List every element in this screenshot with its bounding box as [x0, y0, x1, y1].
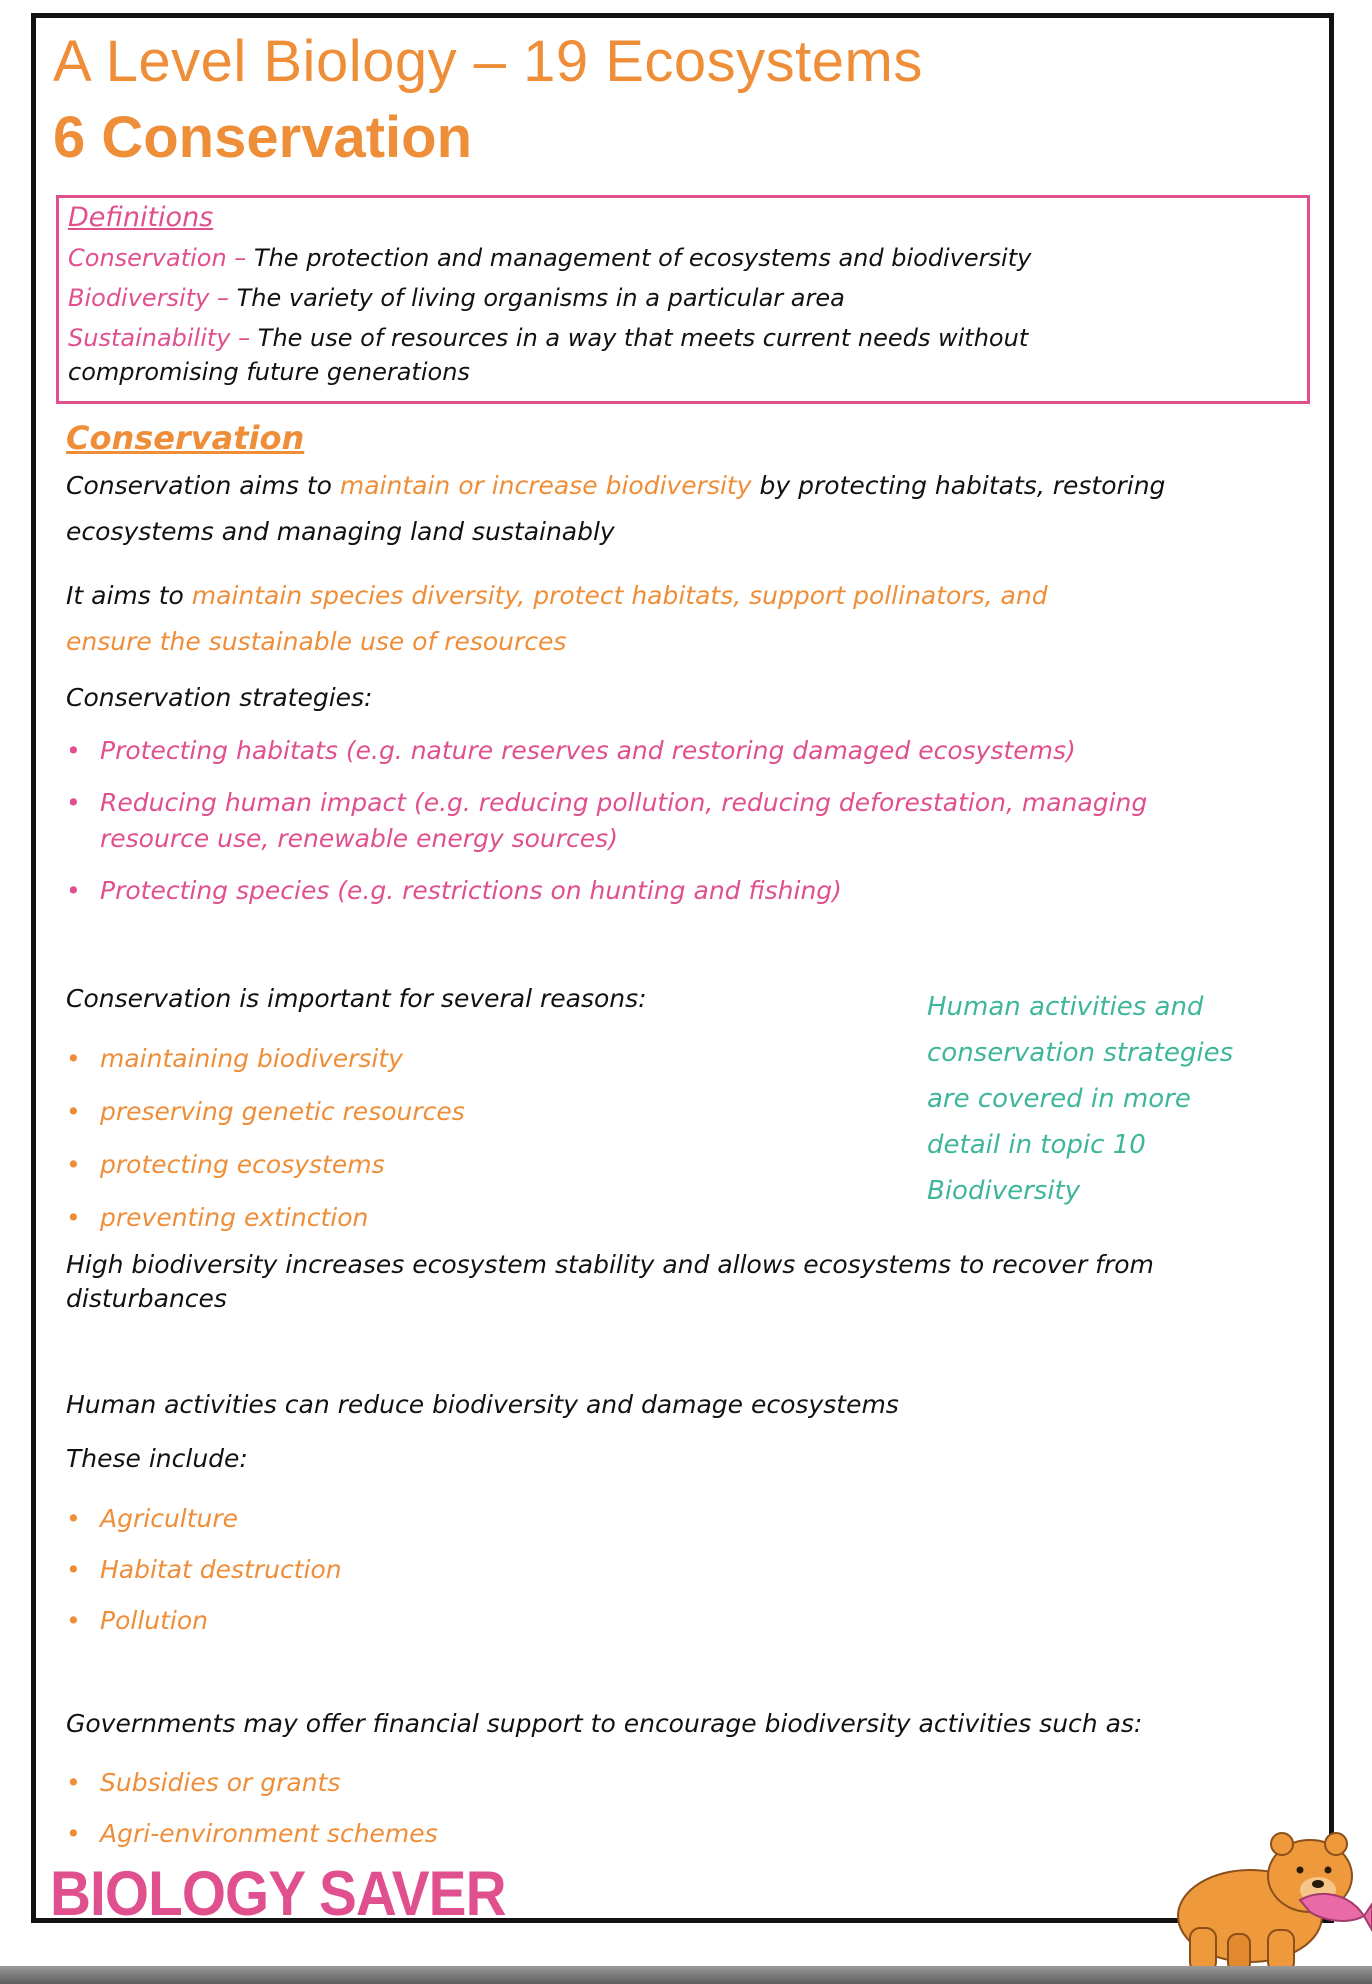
definition-separator: –: [209, 284, 237, 312]
list-item-text: Subsidies or grants: [100, 1768, 341, 1797]
list-item: • preserving genetic resources: [66, 1097, 465, 1126]
aims-paragraph-line1: [66, 469, 1165, 503]
aims-text: Conservation aims to: [66, 471, 340, 500]
list-item: • Reducing human impact (e.g. reducing pollution, reducing deforestation, managing resource use, renewable energy sources): [66, 788, 1148, 853]
aims-highlight: maintain or increase biodiversity: [339, 471, 752, 500]
page-title: A Level Biology – 19 Ecosystems: [53, 29, 923, 94]
list-item: • Habitat destruction: [66, 1555, 342, 1584]
aims2-highlight: maintain species diversity, protect habitats, support pollinators, and: [191, 581, 1048, 610]
list-item-text: protecting ecosystems: [100, 1150, 385, 1179]
strategies-list: [64, 733, 1076, 769]
stability-line1: High biodiversity increases ecosystem stability and allows ecosystems to recover from: [66, 1250, 1154, 1279]
list-item-text: resource use, renewable energy sources): [100, 824, 618, 853]
list-item-text: Reducing human impact (e.g. reducing pollution, reducing deforestation, managing: [100, 788, 1148, 817]
list-item-text: Agriculture: [100, 1504, 239, 1533]
list-item-text: maintaining biodiversity: [100, 1044, 403, 1073]
strategies-list: [64, 873, 842, 909]
note-line: conservation strategies: [927, 1038, 1234, 1068]
human-activities-intro: Human activities can reduce biodiversity and damage ecosystems: [66, 1390, 899, 1419]
definition-term: Sustainability: [68, 324, 231, 352]
list-item: • Protecting species (e.g. restrictions on hunting and fishing): [66, 876, 842, 905]
strategies-intro: Conservation strategies:: [66, 683, 373, 712]
government-support-intro: Governments may offer financial support to encourage biodiversity activities such as:: [66, 1709, 1143, 1738]
definition-sustainability: [68, 324, 1028, 352]
list-item: • Pollution: [66, 1606, 208, 1635]
reasons-intro: Conservation is important for several reasons:: [66, 984, 647, 1013]
definition-biodiversity: [68, 284, 845, 312]
list-item-text: Pollution: [100, 1606, 208, 1635]
note-line: are covered in more: [927, 1084, 1191, 1114]
list-item: • Agriculture: [66, 1504, 239, 1533]
definition-separator: –: [230, 324, 258, 352]
definition-sustainability-cont: compromising future generations: [68, 358, 470, 386]
reasons-list: [64, 1032, 465, 1244]
bottom-edge-strip: [0, 1966, 1372, 1984]
human-activities-list: [64, 1493, 342, 1646]
list-item-text: Habitat destruction: [100, 1555, 342, 1584]
list-item-text: Agri-environment schemes: [100, 1819, 438, 1848]
government-support-list: [64, 1757, 438, 1859]
stability-line2: disturbances: [66, 1284, 227, 1313]
aims2-text: It aims to: [66, 581, 192, 610]
definition-term: Conservation: [68, 244, 227, 272]
aims-text: by protecting habitats, restoring: [751, 471, 1166, 500]
note-line: Biodiversity: [927, 1176, 1081, 1206]
list-item-text: preventing extinction: [100, 1203, 369, 1232]
definition-conservation: [68, 244, 1031, 272]
definitions-heading: Definitions: [68, 202, 214, 233]
list-item-text: Protecting habitats (e.g. nature reserves and restoring damaged ecosystems): [100, 736, 1076, 765]
strategies-list: [64, 785, 1147, 857]
these-include-label: These include:: [66, 1444, 248, 1473]
biology-saver-logo: BIOLOGY SAVER: [50, 1859, 506, 1929]
conservation-heading: Conservation: [66, 419, 305, 457]
list-item-text: preserving genetic resources: [100, 1097, 465, 1126]
note-line: detail in topic 10: [927, 1130, 1146, 1160]
page-subtitle: 6 Conservation: [53, 105, 472, 170]
aims-paragraph-line2: ecosystems and managing land sustainably: [66, 517, 615, 546]
definition-text: The protection and management of ecosystems and biodiversity: [253, 244, 1032, 272]
definitions-box: [56, 195, 1310, 404]
topic-reference-note: [927, 984, 1267, 1214]
definition-text: The use of resources in a way that meets current needs without: [257, 324, 1029, 352]
definition-separator: –: [226, 244, 254, 272]
bear-mascot-icon: [1150, 1808, 1372, 1974]
list-item: • Protecting habitats (e.g. nature reserves and restoring damaged ecosystems): [66, 736, 1076, 765]
note-line: Human activities and: [927, 992, 1204, 1022]
list-item-text: Protecting species (e.g. restrictions on hunting and fishing): [100, 876, 842, 905]
list-item: • preventing extinction: [66, 1203, 369, 1232]
definition-term: Biodiversity: [68, 284, 210, 312]
definition-text: The variety of living organisms in a particular area: [236, 284, 845, 312]
list-item: • Subsidies or grants: [66, 1768, 341, 1797]
list-item: • maintaining biodiversity: [66, 1044, 403, 1073]
list-item: • Agri-environment schemes: [66, 1819, 438, 1848]
aims2-paragraph-line2: ensure the sustainable use of resources: [66, 627, 567, 656]
aims2-paragraph-line1: [66, 579, 1048, 613]
list-item: • protecting ecosystems: [66, 1150, 385, 1179]
